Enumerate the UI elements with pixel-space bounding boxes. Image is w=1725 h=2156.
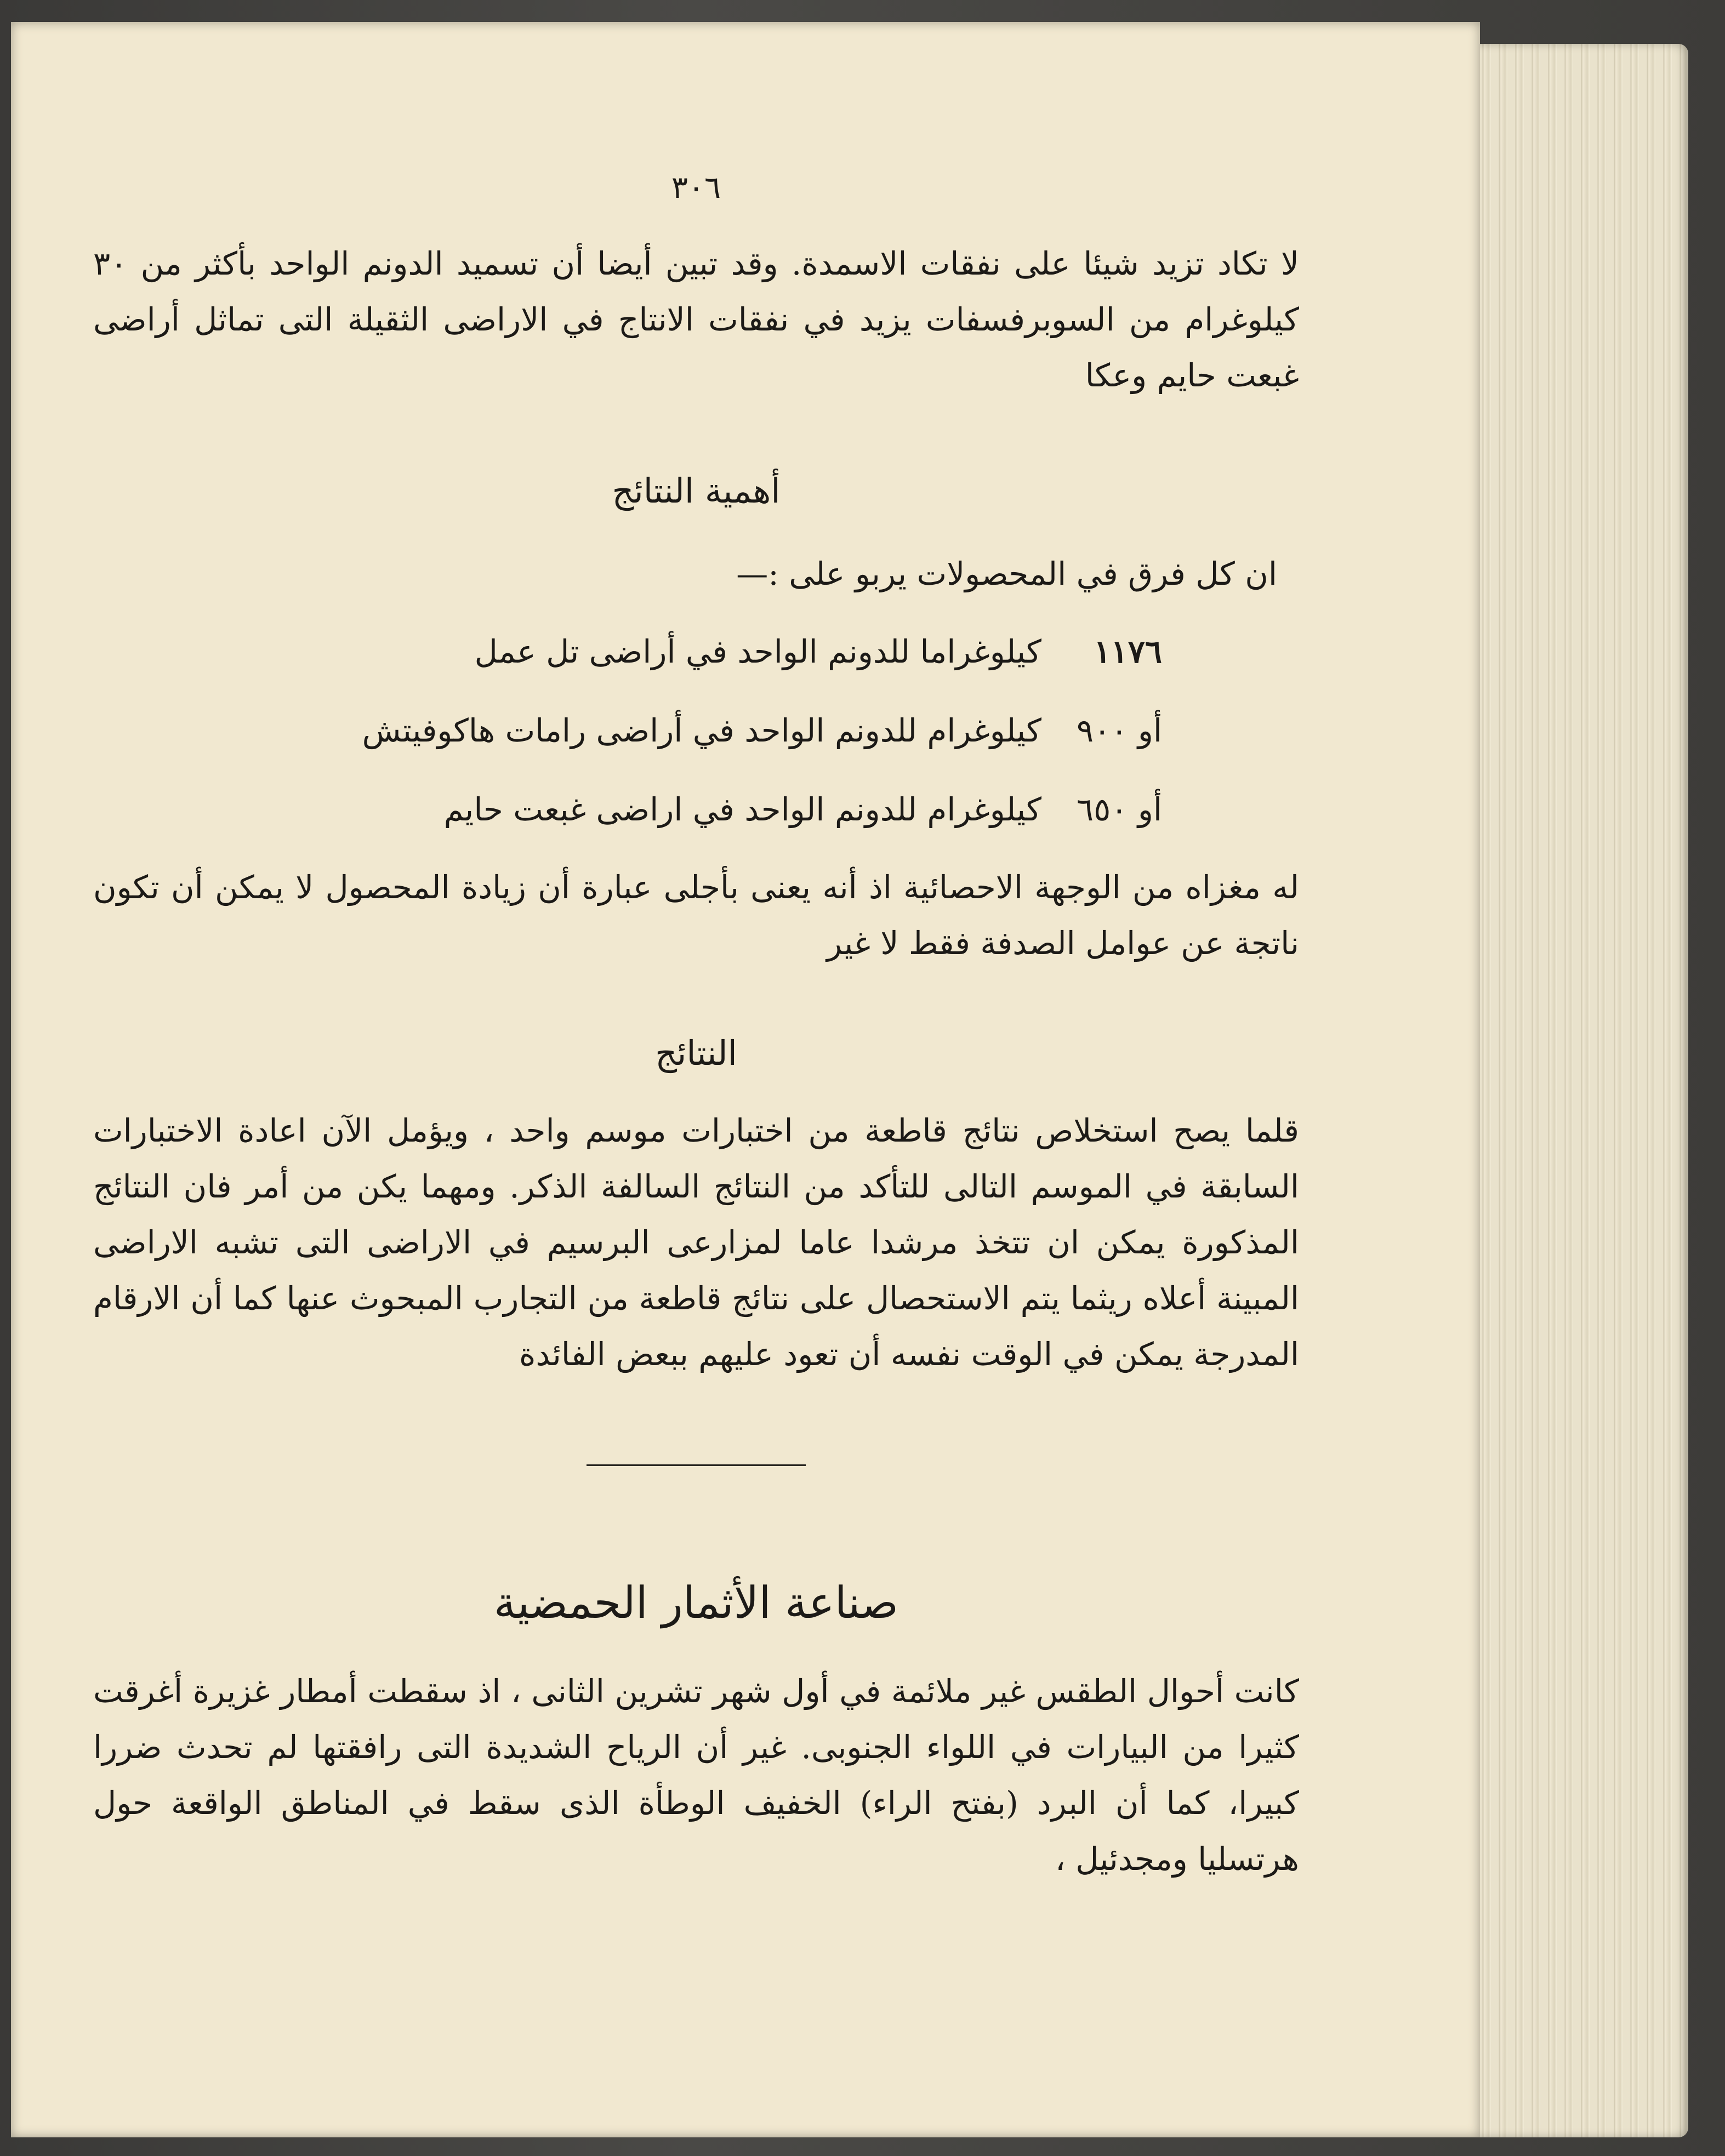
list-item-prefix: أو	[1137, 712, 1162, 749]
list-item-text: كيلوغرام للدونم الواحد في أراضى رامات هاكوفيتش	[362, 712, 1041, 749]
heading-importance: أهمية النتائج	[612, 471, 781, 511]
book-page	[11, 22, 1480, 2137]
heading-citrus: صناعة الأثمار الحمضية	[493, 1577, 899, 1628]
heading-results: النتائج	[655, 1033, 737, 1073]
lead-line: ان كل فرق في المحصولات يربو على :—	[736, 555, 1277, 592]
list-item-value: ٩٠٠	[1076, 712, 1128, 749]
list-item-number	[1041, 624, 1206, 680]
yield-list	[93, 624, 1299, 837]
list-item	[93, 703, 1206, 758]
significance-paragraph: له مغزاه من الوجهة الاحصائية اذ أنه يعنى بأجلى عبارة أن زيادة المحصول لا يمكن أن تكون ناتجة عن عوامل الصدفة فقط لا غير	[93, 869, 1299, 962]
citrus-paragraph: كانت أحوال الطقس غير ملائمة في أول شهر تشرين الثانى ، اذ سقطت أمطار غزيرة أغرقت كثيرا من البيارات في اللواء الجنوبى. غير أن الرياح الشديدة التى رافقتها لم تحدث ضررا كبيرا، كما أن البرد (بفتح الراء) الخفيف الوطأة الذى سقط في المناطق الواقعة حول هرتسليا ومجدئيل ،	[93, 1673, 1299, 1878]
list-item	[93, 782, 1206, 837]
results-paragraph: قلما يصح استخلاص نتائج قاطعة من اختبارات موسم واحد ، ويؤمل الآن اعادة الاختبارات السابقة في الموسم التالى للتأكد من النتائج السالفة الذكر. ومهما يكن من أمر فان النتائج المذكورة يمكن ان تتخذ مرشدا عاما لمزارعى البرسيم في الاراضى التى تشبه الاراضى المبينة أعلاه ريثما يتم الاستحصال على نتائج قاطعة من التجارب المبحوث عنها كما أن الارقام المدرجة يمكن في الوقت نفسه أن تعود عليهم ببعض الفائدة	[93, 1112, 1299, 1373]
list-item-number	[1041, 782, 1206, 837]
list-item-value: ٦٥٠	[1076, 791, 1128, 828]
list-item	[93, 624, 1206, 680]
list-item-text: كيلوغراما للدونم الواحد في أراضى تل عمل	[474, 633, 1041, 670]
list-item-number	[1041, 703, 1206, 758]
list-item-prefix: أو	[1137, 791, 1162, 828]
list-item-text: كيلوغرام للدونم الواحد في اراضى غبعت حايم	[443, 791, 1041, 828]
page-content	[93, 148, 1299, 1887]
page-edges	[1458, 44, 1688, 2137]
page-number: ٣٠٦	[671, 170, 721, 206]
list-item-value: ١١٧٦	[1094, 633, 1162, 670]
intro-paragraph: لا تكاد تزيد شيئا على نفقات الاسمدة. وقد تبين أيضا أن تسميد الدونم الواحد بأكثر من ٣٠ كيلوغرام من السوبرفسفات يزيد في نفقات الانتاج في الاراضى الثقيلة التى تماثل أراضى غبعت حايم وعكا	[93, 245, 1299, 394]
